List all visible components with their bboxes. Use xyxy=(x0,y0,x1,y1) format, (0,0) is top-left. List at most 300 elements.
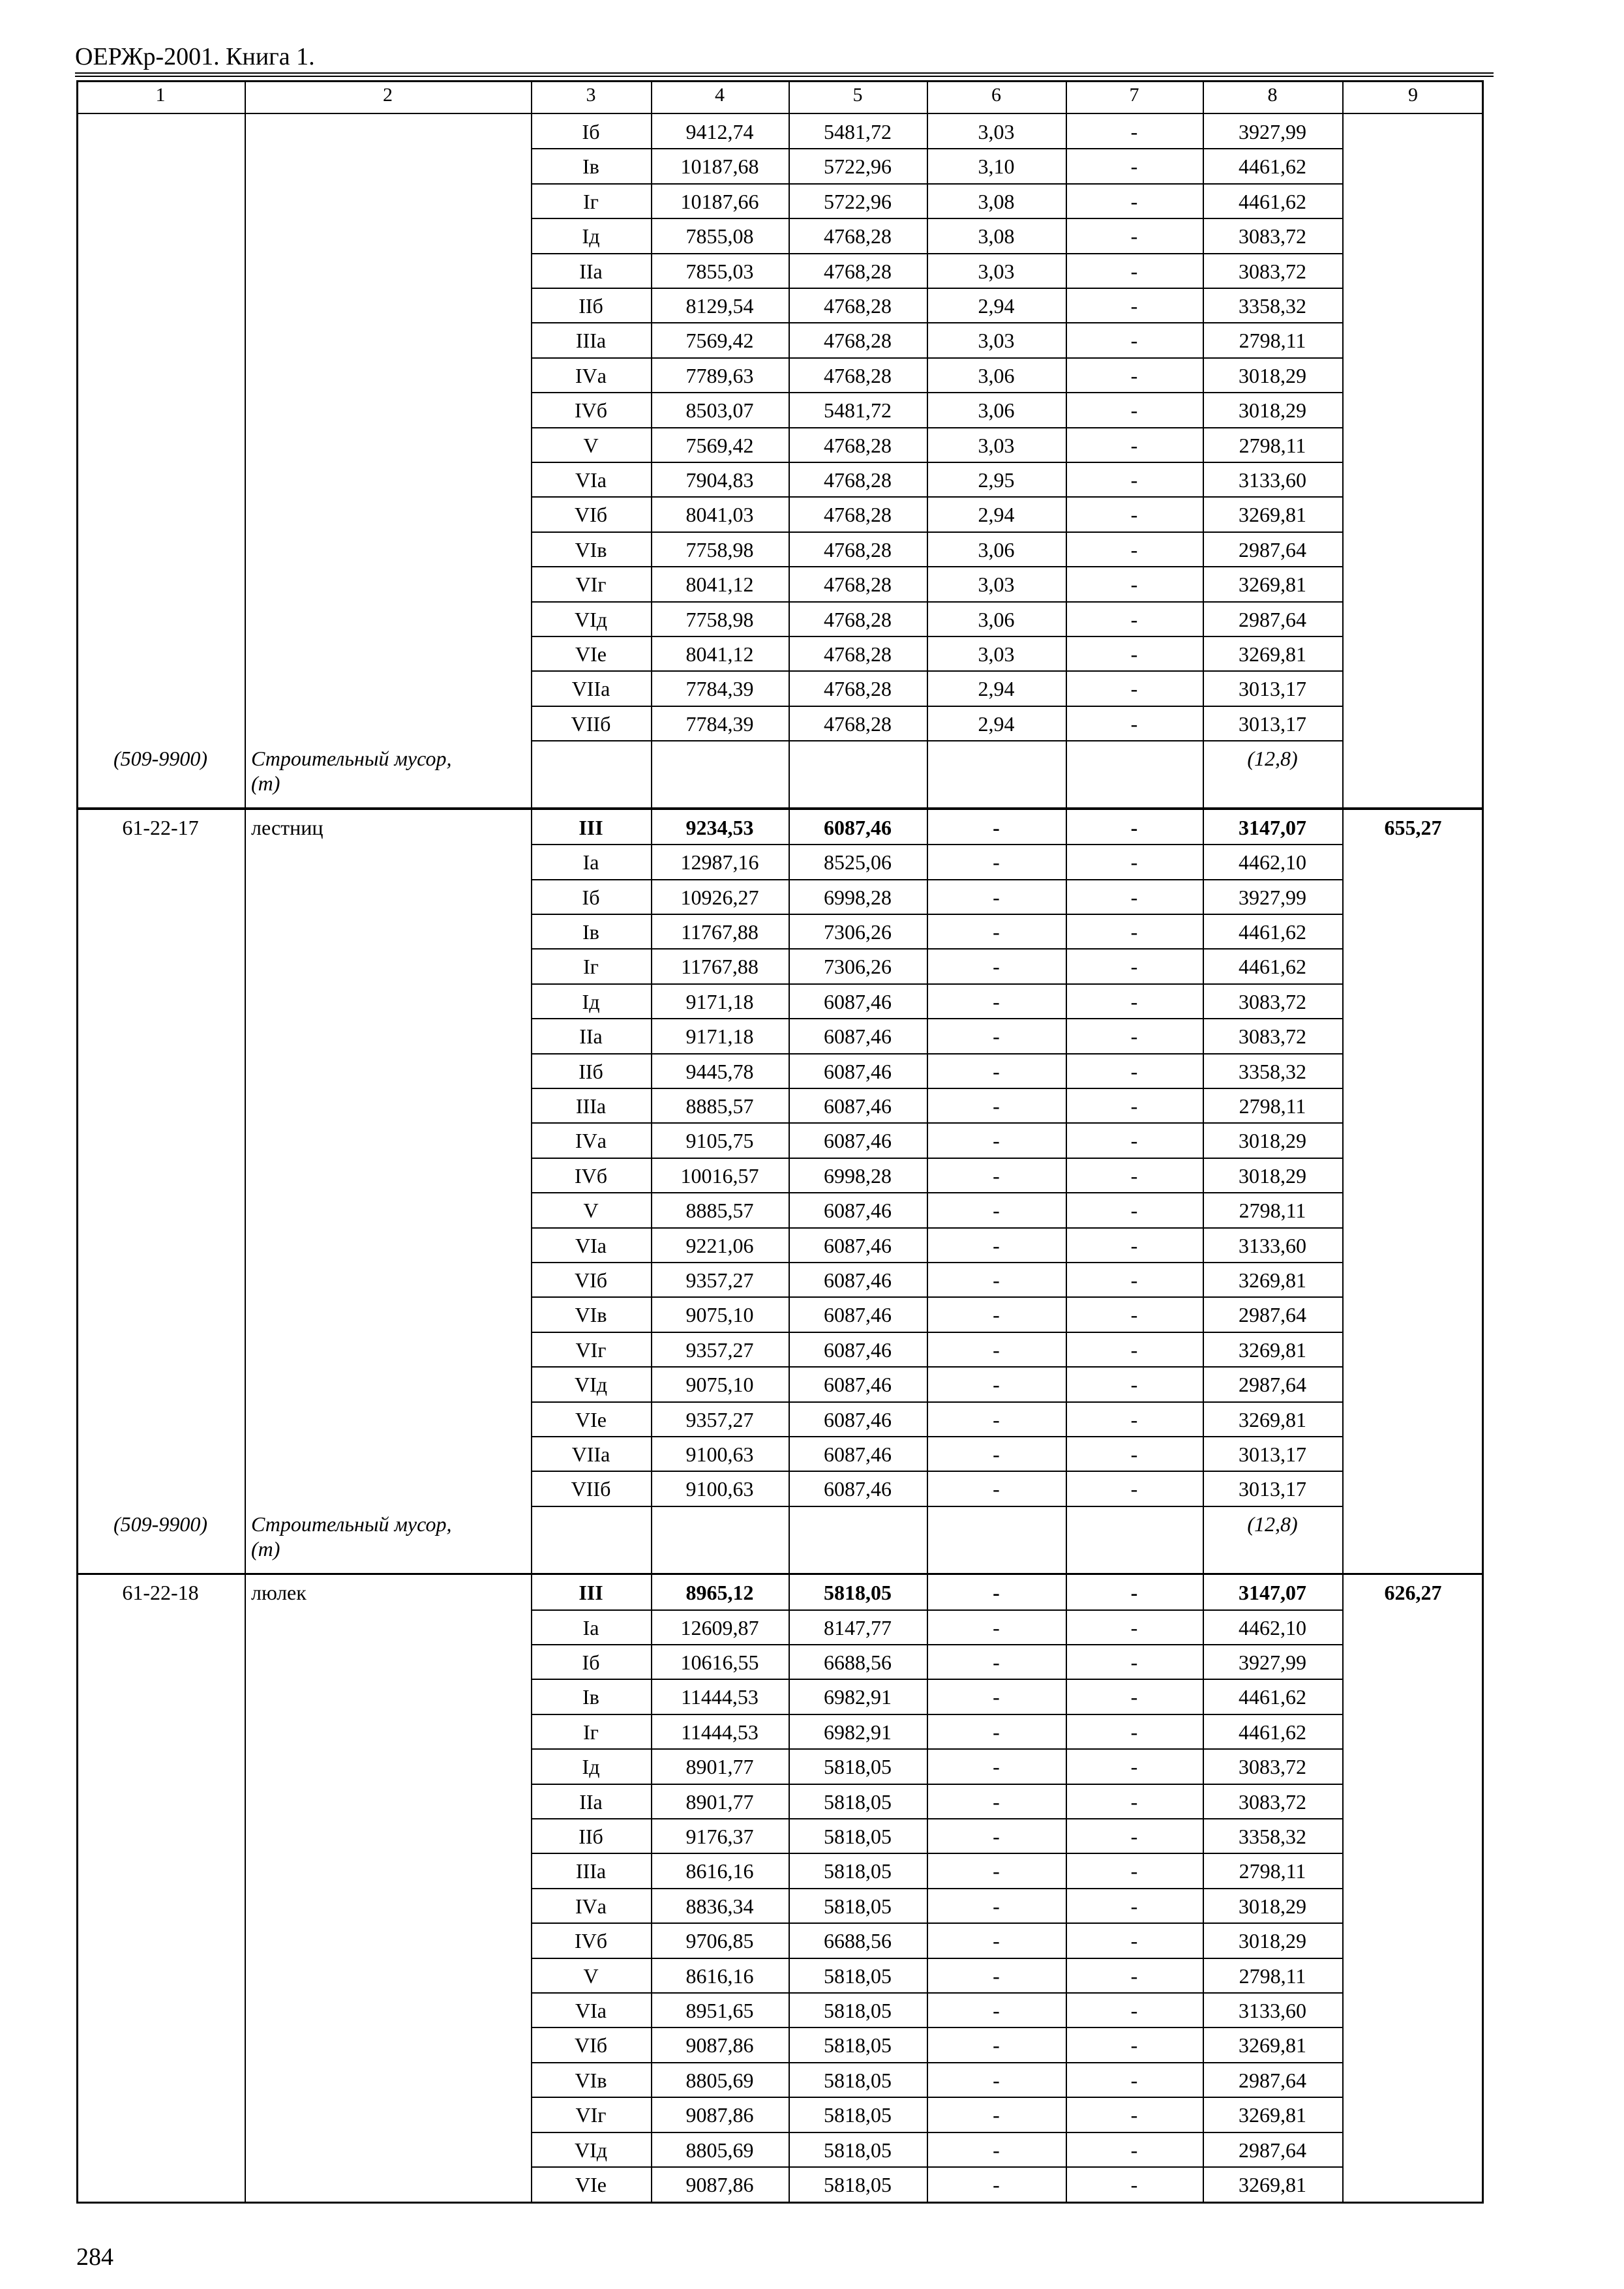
cell-zone: Iд xyxy=(582,989,600,1013)
cell-wages: 6982,91 xyxy=(824,1685,892,1709)
cell-drivers: - xyxy=(1130,2173,1138,2196)
cell-zone: IVа xyxy=(575,363,607,387)
cell-materials: 3083,72 xyxy=(1239,1025,1306,1049)
cell-machines: - xyxy=(993,1268,1000,1292)
note-resource-code: (509-9900) xyxy=(113,1512,207,1536)
cell-drivers: - xyxy=(1130,2033,1138,2057)
cell-materials: 3358,32 xyxy=(1239,1825,1306,1848)
note-resource-name: Строительный мусор, xyxy=(251,1512,452,1536)
cell-total: 8885,57 xyxy=(685,1199,754,1223)
cell-machines: - xyxy=(993,1129,1000,1153)
cell-zone: VIб xyxy=(574,1268,608,1292)
cell-materials: 3013,17 xyxy=(1239,1442,1306,1466)
cell-drivers: - xyxy=(1130,468,1138,492)
column-divider xyxy=(1342,80,1344,2204)
cell-wages: 6087,46 xyxy=(824,989,892,1013)
cell-drivers: - xyxy=(1130,850,1138,875)
cell-drivers: - xyxy=(1130,711,1138,736)
cell-drivers: - xyxy=(1130,120,1138,143)
cell-machines: - xyxy=(993,989,1000,1013)
cell-machines: 3,06 xyxy=(978,363,1015,387)
cell-zone: IVа xyxy=(575,1894,607,1918)
cell-total: 9706,85 xyxy=(685,1929,754,1953)
cell-machines: 2,94 xyxy=(978,711,1015,736)
cell-wages: 4768,28 xyxy=(824,294,892,318)
cell-wages: 5818,05 xyxy=(824,1825,892,1848)
cell-name: люлек xyxy=(251,1581,307,1605)
cell-machines: - xyxy=(993,1825,1000,1848)
cell-zone: VIе xyxy=(575,2173,607,2196)
cell-total: 12987,16 xyxy=(680,850,759,875)
cell-machines: - xyxy=(993,1894,1000,1918)
cell-materials: 3018,29 xyxy=(1239,1929,1306,1953)
cell-drivers: - xyxy=(1130,1859,1138,1883)
cell-wages: 4768,28 xyxy=(824,503,892,527)
cell-drivers: - xyxy=(1130,920,1138,944)
cell-wages: 6087,46 xyxy=(824,1442,892,1466)
cell-materials: 3147,07 xyxy=(1239,1581,1306,1605)
cell-materials: 2987,64 xyxy=(1239,2138,1306,2162)
cell-total: 11444,53 xyxy=(681,1685,759,1709)
cell-total: 8805,69 xyxy=(685,2138,754,2162)
cell-wages: 5818,05 xyxy=(824,2068,892,2092)
cell-machines: 2,95 xyxy=(978,468,1015,492)
cell-drivers: - xyxy=(1130,1581,1138,1605)
cell-zone: Iб xyxy=(582,885,600,909)
cell-drivers: - xyxy=(1130,1025,1138,1049)
cell-machines: - xyxy=(993,1094,1000,1118)
cell-machines: - xyxy=(993,1964,1000,1988)
cell-drivers: - xyxy=(1130,1477,1138,1501)
cell-total: 9357,27 xyxy=(685,1268,754,1292)
cell-materials: 3013,17 xyxy=(1239,1477,1306,1501)
cell-drivers: - xyxy=(1130,1233,1138,1257)
column-header-1: 1 xyxy=(155,84,166,106)
cell-wages: 6087,46 xyxy=(824,1094,892,1118)
cell-wages: 6087,46 xyxy=(824,1199,892,1223)
cell-drivers: - xyxy=(1130,1094,1138,1118)
cell-drivers: - xyxy=(1130,1129,1138,1153)
cell-drivers: - xyxy=(1130,1615,1138,1639)
cell-materials: 3083,72 xyxy=(1239,259,1306,283)
cell-materials: 3269,81 xyxy=(1239,1407,1306,1431)
cell-drivers: - xyxy=(1130,2068,1138,2092)
cell-zone: VIв xyxy=(575,1303,607,1327)
cell-drivers: - xyxy=(1130,1059,1138,1083)
cell-drivers: - xyxy=(1130,1720,1138,1744)
column-header-9: 9 xyxy=(1408,84,1418,106)
cell-machines: - xyxy=(993,1373,1000,1397)
column-divider xyxy=(1066,80,1067,2204)
cell-name: лестниц xyxy=(251,815,323,839)
cell-total: 8503,07 xyxy=(685,398,754,423)
cell-wages: 4768,28 xyxy=(824,433,892,457)
cell-wages: 6087,46 xyxy=(824,815,892,839)
cell-zone: VIд xyxy=(574,607,608,631)
cell-materials: 3358,32 xyxy=(1239,1059,1306,1083)
cell-wages: 4768,28 xyxy=(824,573,892,597)
column-header-3: 3 xyxy=(586,84,596,106)
cell-materials: 3018,29 xyxy=(1239,398,1306,423)
cell-wages: 6087,46 xyxy=(824,1303,892,1327)
cell-zone: Iа xyxy=(582,850,599,875)
column-divider xyxy=(245,80,246,2204)
cell-drivers: - xyxy=(1130,1163,1138,1188)
cell-wages: 6688,56 xyxy=(824,1929,892,1953)
cell-total: 8616,16 xyxy=(685,1859,754,1883)
cell-materials: 2798,11 xyxy=(1239,1859,1306,1883)
cell-materials: 4462,10 xyxy=(1239,850,1306,875)
cell-wages: 8525,06 xyxy=(824,850,892,875)
cell-materials: 3083,72 xyxy=(1239,1755,1306,1779)
cell-materials: 3018,29 xyxy=(1239,1163,1306,1188)
cell-zone: Iб xyxy=(582,1651,600,1674)
cell-total: 7758,98 xyxy=(685,607,754,631)
cell-materials: 3358,32 xyxy=(1239,294,1306,318)
cell-zone: III xyxy=(579,1581,603,1605)
cell-drivers: - xyxy=(1130,189,1138,213)
cell-machines: - xyxy=(993,2173,1000,2196)
cell-zone: VIд xyxy=(574,2138,608,2162)
cell-drivers: - xyxy=(1130,1825,1138,1848)
cell-wages: 7306,26 xyxy=(824,920,892,944)
cell-machines: - xyxy=(993,1025,1000,1049)
cell-total: 8041,12 xyxy=(685,642,754,666)
cell-zone: VIб xyxy=(574,2033,608,2057)
cell-materials: 2987,64 xyxy=(1239,1373,1306,1397)
cell-drivers: - xyxy=(1130,224,1138,248)
cell-machines: 3,03 xyxy=(978,642,1015,666)
cell-total: 9171,18 xyxy=(685,989,754,1013)
cell-machines: - xyxy=(993,1477,1000,1501)
cell-total: 9412,74 xyxy=(685,120,754,143)
cell-zone: Iг xyxy=(583,955,599,979)
cell-zone: VIе xyxy=(575,642,607,666)
cell-total: 7758,98 xyxy=(685,537,754,561)
cell-drivers: - xyxy=(1130,1407,1138,1431)
cell-total: 7904,83 xyxy=(685,468,754,492)
cell-zone: IIб xyxy=(579,294,603,318)
cell-materials: 4461,62 xyxy=(1239,155,1306,179)
cell-drivers: - xyxy=(1130,1268,1138,1292)
rates-table xyxy=(76,80,1484,2217)
cell-zone: V xyxy=(583,433,599,457)
cell-machines: - xyxy=(993,2068,1000,2092)
cell-total: 9075,10 xyxy=(685,1373,754,1397)
cell-wages: 5481,72 xyxy=(824,120,892,143)
cell-zone: VIIб xyxy=(571,1477,611,1501)
cell-wages: 4768,28 xyxy=(824,642,892,666)
cell-wages: 5818,05 xyxy=(824,1789,892,1814)
cell-wages: 5818,05 xyxy=(824,2103,892,2127)
cell-zone: IVб xyxy=(574,1929,608,1953)
cell-materials: 2798,11 xyxy=(1239,1094,1306,1118)
cell-drivers: - xyxy=(1130,607,1138,631)
cell-total: 8951,65 xyxy=(685,1999,754,2022)
cell-zone: VIг xyxy=(575,2103,607,2127)
cell-total: 10187,66 xyxy=(680,189,759,213)
cell-wages: 4768,28 xyxy=(824,329,892,353)
cell-total: 9087,86 xyxy=(685,2103,754,2127)
cell-drivers: - xyxy=(1130,363,1138,387)
cell-zone: IIIа xyxy=(575,329,607,353)
cell-drivers: - xyxy=(1130,2103,1138,2127)
cell-machines: 2,94 xyxy=(978,677,1015,701)
cell-machines: - xyxy=(993,1929,1000,1953)
cell-zone: IIа xyxy=(579,1025,603,1049)
cell-total: 8901,77 xyxy=(685,1789,754,1814)
cell-zone: IIIа xyxy=(575,1859,607,1883)
cell-materials: 3133,60 xyxy=(1239,1999,1306,2022)
cell-wages: 5818,05 xyxy=(824,1859,892,1883)
column-divider xyxy=(651,80,652,2204)
cell-materials: 2987,64 xyxy=(1239,1303,1306,1327)
cell-materials: 3269,81 xyxy=(1239,1268,1306,1292)
cell-machines: - xyxy=(993,1999,1000,2022)
cell-total: 9087,86 xyxy=(685,2033,754,2057)
column-divider xyxy=(789,80,790,2204)
cell-machines: - xyxy=(993,2138,1000,2162)
cell-zone: VIIб xyxy=(571,711,611,736)
cell-materials: 2798,11 xyxy=(1239,1199,1306,1223)
cell-materials: 3147,07 xyxy=(1239,815,1306,839)
cell-machines: - xyxy=(993,1651,1000,1674)
cell-zone: IVб xyxy=(574,398,608,423)
cell-drivers: - xyxy=(1130,433,1138,457)
cell-total: 7784,39 xyxy=(685,677,754,701)
cell-total: 11767,88 xyxy=(681,920,759,944)
cell-materials: 3269,81 xyxy=(1239,2103,1306,2127)
note-resource-amount: (12,8) xyxy=(1247,1512,1298,1536)
cell-zone: VIг xyxy=(575,1338,607,1362)
cell-total: 10926,27 xyxy=(680,885,759,909)
cell-zone: Iв xyxy=(582,155,599,179)
cell-machines: - xyxy=(993,1233,1000,1257)
cell-machines: 3,06 xyxy=(978,607,1015,631)
cell-materials: 2987,64 xyxy=(1239,2068,1306,2092)
cell-total: 9075,10 xyxy=(685,1303,754,1327)
cell-drivers: - xyxy=(1130,885,1138,909)
cell-total: 10016,57 xyxy=(680,1163,759,1188)
cell-materials: 2798,11 xyxy=(1239,329,1306,353)
cell-total: 8965,12 xyxy=(685,1581,754,1605)
cell-zone: VIIа xyxy=(571,1442,610,1466)
cell-drivers: - xyxy=(1130,503,1138,527)
cell-wages: 7306,26 xyxy=(824,955,892,979)
cell-drivers: - xyxy=(1130,989,1138,1013)
cell-wages: 6087,46 xyxy=(824,1025,892,1049)
cell-machines: 3,03 xyxy=(978,329,1015,353)
cell-machines: - xyxy=(993,1859,1000,1883)
cell-materials: 2798,11 xyxy=(1239,1964,1306,1988)
cell-materials: 3927,99 xyxy=(1239,120,1306,143)
cell-total: 9234,53 xyxy=(685,815,754,839)
cell-materials: 3927,99 xyxy=(1239,1651,1306,1674)
cell-machines: - xyxy=(993,2033,1000,2057)
cell-zone: Iв xyxy=(582,920,599,944)
cell-materials: 3133,60 xyxy=(1239,468,1306,492)
cell-total: 11767,88 xyxy=(681,955,759,979)
cell-total: 8129,54 xyxy=(685,294,754,318)
cell-drivers: - xyxy=(1130,1685,1138,1709)
column-divider xyxy=(927,80,928,2204)
cell-materials: 3013,17 xyxy=(1239,711,1306,736)
column-header-4: 4 xyxy=(715,84,725,106)
cell-total: 9105,75 xyxy=(685,1129,754,1153)
cell-drivers: - xyxy=(1130,1894,1138,1918)
cell-materials: 3269,81 xyxy=(1239,573,1306,597)
cell-drivers: - xyxy=(1130,1303,1138,1327)
cell-zone: VIе xyxy=(575,1407,607,1431)
cell-drivers: - xyxy=(1130,294,1138,318)
cell-total: 11444,53 xyxy=(681,1720,759,1744)
cell-total: 8805,69 xyxy=(685,2068,754,2092)
cell-machines: 3,06 xyxy=(978,398,1015,423)
column-divider xyxy=(531,80,532,2204)
cell-machines: 3,03 xyxy=(978,120,1015,143)
cell-drivers: - xyxy=(1130,955,1138,979)
cell-materials: 2987,64 xyxy=(1239,537,1306,561)
cell-machines: - xyxy=(993,1720,1000,1744)
cell-zone: Iг xyxy=(583,189,599,213)
cell-total: 9087,86 xyxy=(685,2173,754,2196)
cell-wages: 8147,77 xyxy=(824,1615,892,1639)
cell-machines: 2,94 xyxy=(978,294,1015,318)
cell-drivers: - xyxy=(1130,155,1138,179)
cell-machines: 3,08 xyxy=(978,189,1015,213)
cell-total: 9221,06 xyxy=(685,1233,754,1257)
cell-drivers: - xyxy=(1130,1373,1138,1397)
cell-machines: 2,94 xyxy=(978,503,1015,527)
cell-wages: 4768,28 xyxy=(824,677,892,701)
cell-wages: 6998,28 xyxy=(824,1163,892,1188)
cell-wages: 5818,05 xyxy=(824,2173,892,2196)
cell-wages: 6998,28 xyxy=(824,885,892,909)
cell-total: 8041,03 xyxy=(685,503,754,527)
cell-zone: VIа xyxy=(575,1233,607,1257)
header-rule xyxy=(75,76,1494,77)
cell-wages: 6982,91 xyxy=(824,1720,892,1744)
cell-machines: - xyxy=(993,850,1000,875)
cell-materials: 3018,29 xyxy=(1239,1894,1306,1918)
note-resource-unit: (т) xyxy=(251,1536,280,1561)
cell-machines: - xyxy=(993,1442,1000,1466)
cell-zone: IIа xyxy=(579,1789,603,1814)
cell-zone: IIIа xyxy=(575,1094,607,1118)
column-header-7: 7 xyxy=(1129,84,1139,106)
cell-drivers: - xyxy=(1130,1999,1138,2022)
cell-materials: 3927,99 xyxy=(1239,885,1306,909)
page-number: 284 xyxy=(76,2243,113,2271)
cell-wages: 6087,46 xyxy=(824,1407,892,1431)
cell-materials: 3269,81 xyxy=(1239,2173,1306,2196)
cell-zone: VIд xyxy=(574,1373,608,1397)
cell-total: 9171,18 xyxy=(685,1025,754,1049)
cell-machines: - xyxy=(993,955,1000,979)
cell-zone: VIа xyxy=(575,1999,607,2022)
cell-materials: 4461,62 xyxy=(1239,920,1306,944)
cell-total: 10616,55 xyxy=(680,1651,759,1674)
cell-zone: V xyxy=(583,1199,599,1223)
cell-machines: - xyxy=(993,1199,1000,1223)
cell-drivers: - xyxy=(1130,1651,1138,1674)
cell-drivers: - xyxy=(1130,573,1138,597)
cell-zone: IIб xyxy=(579,1825,603,1848)
cell-total: 9100,63 xyxy=(685,1477,754,1501)
cell-drivers: - xyxy=(1130,1789,1138,1814)
cell-materials: 3133,60 xyxy=(1239,1233,1306,1257)
cell-total: 7784,39 xyxy=(685,711,754,736)
cell-wages: 5818,05 xyxy=(824,1999,892,2022)
cell-total: 10187,68 xyxy=(680,155,759,179)
cell-wages: 6688,56 xyxy=(824,1651,892,1674)
cell-zone: VIб xyxy=(574,503,608,527)
cell-materials: 4461,62 xyxy=(1239,955,1306,979)
cell-total: 9445,78 xyxy=(685,1059,754,1083)
cell-zone: VIа xyxy=(575,468,607,492)
cell-materials: 2987,64 xyxy=(1239,607,1306,631)
cell-wages: 4768,28 xyxy=(824,537,892,561)
cell-machines: - xyxy=(993,920,1000,944)
column-divider xyxy=(76,80,78,2204)
cell-zone: IVа xyxy=(575,1129,607,1153)
cell-wages: 5818,05 xyxy=(824,1894,892,1918)
cell-drivers: - xyxy=(1130,1442,1138,1466)
cell-wages: 4768,28 xyxy=(824,711,892,736)
cell-materials: 3013,17 xyxy=(1239,677,1306,701)
cell-machines: 3,03 xyxy=(978,573,1015,597)
cell-drivers: - xyxy=(1130,329,1138,353)
cell-materials: 3269,81 xyxy=(1239,503,1306,527)
cell-materials: 3018,29 xyxy=(1239,1129,1306,1153)
column-divider xyxy=(1203,80,1204,2204)
cell-machines: - xyxy=(993,1407,1000,1431)
cell-wages: 6087,46 xyxy=(824,1233,892,1257)
cell-wages: 6087,46 xyxy=(824,1338,892,1362)
column-header-5: 5 xyxy=(852,84,863,106)
cell-drivers: - xyxy=(1130,1338,1138,1362)
note-resource-name: Строительный мусор, xyxy=(251,747,452,771)
cell-machines: - xyxy=(993,885,1000,909)
cell-drivers: - xyxy=(1130,1929,1138,1953)
cell-wages: 5818,05 xyxy=(824,1581,892,1605)
cell-zone: IVб xyxy=(574,1163,608,1188)
note-resource-amount: (12,8) xyxy=(1247,747,1298,771)
cell-materials: 3083,72 xyxy=(1239,989,1306,1013)
note-resource-code: (509-9900) xyxy=(113,747,207,771)
cell-drivers: - xyxy=(1130,642,1138,666)
cell-machines: - xyxy=(993,1755,1000,1779)
cell-machines: 3,10 xyxy=(978,155,1015,179)
cell-zone: Iб xyxy=(582,120,600,143)
cell-materials: 3083,72 xyxy=(1239,224,1306,248)
cell-machines: 3,08 xyxy=(978,224,1015,248)
table-bottom-border xyxy=(76,2202,1484,2204)
cell-materials: 3083,72 xyxy=(1239,1789,1306,1814)
cell-code: 61-22-18 xyxy=(122,1581,199,1605)
cell-total: 7569,42 xyxy=(685,329,754,353)
cell-wages: 6087,46 xyxy=(824,1268,892,1292)
cell-materials: 2798,11 xyxy=(1239,433,1306,457)
cell-zone: VIг xyxy=(575,573,607,597)
cell-zone: VIв xyxy=(575,2068,607,2092)
cell-wages: 5818,05 xyxy=(824,1964,892,1988)
cell-drivers: - xyxy=(1130,677,1138,701)
cell-total: 9357,27 xyxy=(685,1338,754,1362)
cell-total: 8901,77 xyxy=(685,1755,754,1779)
cell-materials: 3269,81 xyxy=(1239,2033,1306,2057)
cell-zone: Iа xyxy=(582,1615,599,1639)
